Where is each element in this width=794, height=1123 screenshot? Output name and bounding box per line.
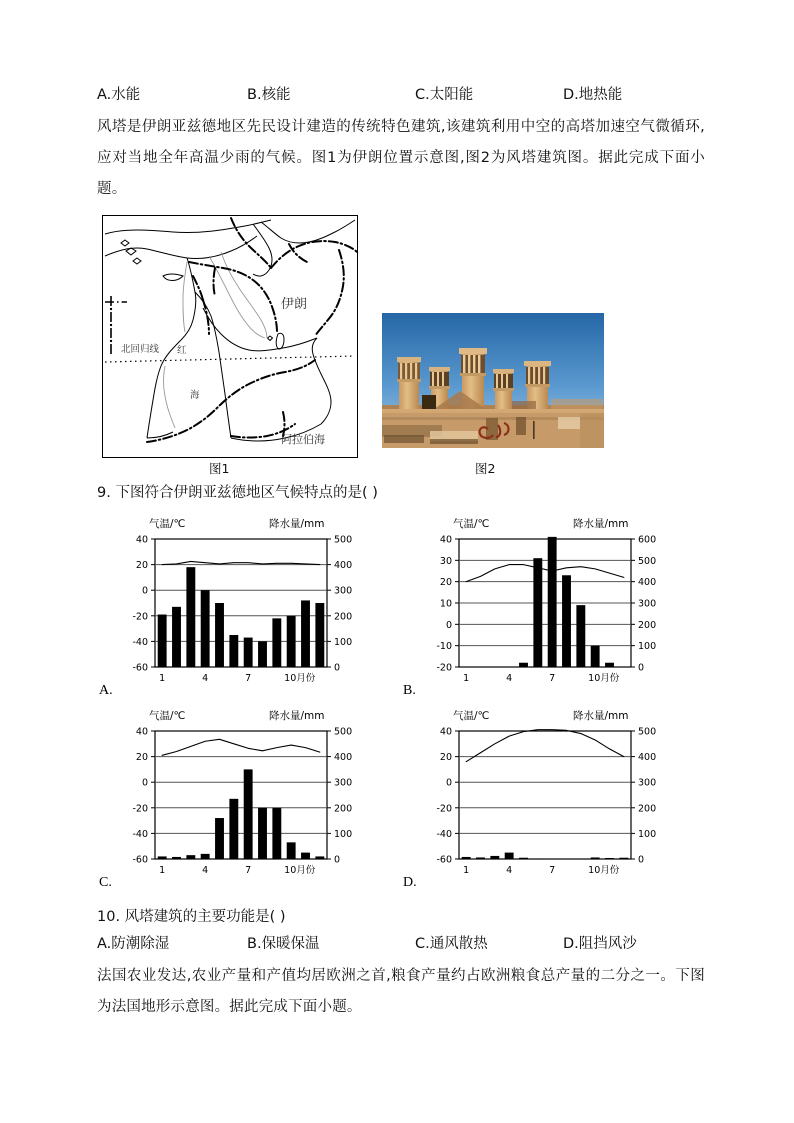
previous-question-options: [97, 82, 705, 108]
svg-text:1: 1: [463, 865, 470, 876]
svg-text:-40: -40: [436, 828, 452, 840]
figure-1-map: [102, 215, 358, 458]
svg-text:降水量/mm: 降水量/mm: [269, 518, 325, 530]
svg-text:7: 7: [549, 865, 556, 876]
svg-text:300: 300: [638, 598, 657, 610]
svg-text:降水量/mm: 降水量/mm: [269, 710, 325, 722]
svg-text:7: 7: [245, 865, 252, 876]
q10-option-d: D.阻挡风沙: [563, 936, 637, 952]
chart-option-b: [401, 509, 701, 701]
passage-france-agriculture: 法国农业发达,农业产量和产值均居欧洲之首,粮食产量约占欧洲粮食总产量的二分之一。下图为法国地形示意图。据此完成下面小题。: [97, 968, 705, 1015]
svg-text:-40: -40: [132, 828, 148, 840]
svg-text:200: 200: [334, 803, 353, 815]
question-9-stem: [97, 479, 705, 507]
figure-row: [97, 215, 705, 476]
chart-row-bottom: [97, 701, 705, 893]
svg-text:40: 40: [135, 726, 148, 738]
svg-text:-60: -60: [436, 854, 452, 866]
figure-2-caption: 图2: [475, 461, 496, 476]
question-10-options: [97, 931, 705, 957]
svg-text:7: 7: [549, 673, 556, 684]
svg-text:4: 4: [202, 673, 209, 684]
chart-c-option-label: C.: [99, 875, 112, 890]
passage-iran-windtower: 风塔是伊朗亚兹德地区先民设计建造的传统特色建筑,该建筑利用中空的高塔加速空气微循环,应对当地全年高温少雨的气候。图1为伊朗位置示意图,图2为风塔建筑图。据此完成下面小题。: [97, 119, 705, 197]
q10-option-a: A.防潮除湿: [97, 936, 170, 952]
svg-text:-20: -20: [132, 803, 148, 815]
svg-text:20: 20: [135, 752, 148, 764]
svg-text:500: 500: [638, 726, 657, 738]
svg-text:-40: -40: [132, 636, 148, 648]
svg-text:500: 500: [334, 726, 353, 738]
svg-text:500: 500: [334, 534, 353, 546]
svg-text:600: 600: [638, 534, 657, 546]
chart-d-canvas: [419, 701, 691, 895]
question-10-block: [97, 903, 705, 1023]
svg-text:300: 300: [334, 585, 353, 597]
option-b: B.核能: [247, 87, 291, 103]
svg-text:100: 100: [334, 828, 353, 840]
svg-text:-10: -10: [436, 641, 452, 653]
svg-text:0: 0: [141, 777, 148, 789]
chart-option-c: [97, 701, 397, 893]
svg-text:0: 0: [638, 854, 645, 866]
svg-text:-60: -60: [132, 854, 148, 866]
svg-text:300: 300: [334, 777, 353, 789]
climate-chart-grid: [97, 509, 705, 893]
q10-option-b: B.保暖保温: [247, 936, 320, 952]
svg-text:0: 0: [334, 854, 341, 866]
page-content: [97, 82, 705, 1023]
chart-row-top: [97, 509, 705, 701]
svg-text:10月份: 10月份: [588, 865, 620, 876]
chart-c-canvas: [115, 701, 387, 895]
svg-text:100: 100: [334, 636, 353, 648]
map-label-arabian-sea: 阿拉伯海: [281, 433, 325, 446]
map-label-tropic-of-cancer: 北回归线: [121, 344, 160, 355]
svg-text:气温/℃: 气温/℃: [149, 710, 186, 722]
svg-text:气温/℃: 气温/℃: [149, 518, 186, 530]
svg-text:0: 0: [141, 585, 148, 597]
map-label-red-sea-1: 红: [177, 345, 187, 356]
svg-text:1: 1: [159, 865, 166, 876]
option-a: A.水能: [97, 87, 141, 103]
svg-text:降水量/mm: 降水量/mm: [573, 518, 629, 530]
option-c: C.太阳能: [415, 87, 474, 103]
chart-a-option-label: A.: [99, 683, 113, 698]
question-9-text: 下图符合伊朗亚兹德地区气候特点的是( ): [115, 485, 378, 501]
svg-text:0: 0: [638, 662, 645, 674]
svg-text:-60: -60: [132, 662, 148, 674]
svg-text:400: 400: [638, 577, 657, 589]
question-10-stem: [97, 903, 705, 931]
svg-text:10: 10: [439, 598, 452, 610]
svg-text:0: 0: [445, 619, 452, 631]
svg-text:400: 400: [334, 752, 353, 764]
chart-option-d: [401, 701, 701, 893]
svg-text:500: 500: [638, 555, 657, 567]
svg-text:降水量/mm: 降水量/mm: [573, 710, 629, 722]
chart-a-canvas: [115, 509, 387, 703]
question-9-number: 9.: [97, 485, 111, 501]
svg-text:20: 20: [439, 752, 452, 764]
svg-text:200: 200: [638, 803, 657, 815]
map-label-iran: 伊朗: [281, 297, 308, 312]
svg-text:40: 40: [439, 534, 452, 546]
svg-text:-20: -20: [436, 662, 452, 674]
svg-text:200: 200: [638, 619, 657, 631]
svg-text:0: 0: [334, 662, 341, 674]
svg-text:0: 0: [445, 777, 452, 789]
svg-text:20: 20: [439, 577, 452, 589]
svg-text:7: 7: [245, 673, 252, 684]
svg-text:-20: -20: [132, 611, 148, 623]
svg-text:1: 1: [463, 673, 470, 684]
svg-text:20: 20: [135, 560, 148, 572]
question-10-text: 风塔建筑的主要功能是( ): [124, 909, 286, 925]
svg-text:气温/℃: 气温/℃: [453, 518, 490, 530]
svg-text:10月份: 10月份: [284, 865, 316, 876]
chart-b-canvas: [419, 509, 691, 703]
map-label-red-sea-2: 海: [190, 390, 200, 401]
svg-text:10月份: 10月份: [588, 673, 620, 684]
svg-text:40: 40: [439, 726, 452, 738]
question-10-number: 10.: [97, 909, 121, 925]
figure-1-caption: 图1: [209, 461, 230, 476]
svg-text:30: 30: [439, 555, 452, 567]
svg-text:-20: -20: [436, 803, 452, 815]
svg-text:4: 4: [506, 865, 513, 876]
svg-text:气温/℃: 气温/℃: [453, 710, 490, 722]
svg-text:40: 40: [135, 534, 148, 546]
svg-text:4: 4: [506, 673, 513, 684]
svg-text:400: 400: [334, 560, 353, 572]
svg-text:100: 100: [638, 828, 657, 840]
option-d: D.地热能: [563, 87, 623, 103]
svg-text:200: 200: [334, 611, 353, 623]
svg-text:100: 100: [638, 641, 657, 653]
svg-text:400: 400: [638, 752, 657, 764]
chart-d-option-label: D.: [403, 875, 417, 890]
chart-option-a: [97, 509, 397, 701]
svg-text:4: 4: [202, 865, 209, 876]
svg-text:10月份: 10月份: [284, 673, 316, 684]
figure-2-photo: [382, 313, 604, 448]
svg-text:300: 300: [638, 777, 657, 789]
svg-text:1: 1: [159, 673, 166, 684]
chart-b-option-label: B.: [403, 683, 416, 698]
q10-option-c: C.通风散热: [415, 936, 488, 952]
